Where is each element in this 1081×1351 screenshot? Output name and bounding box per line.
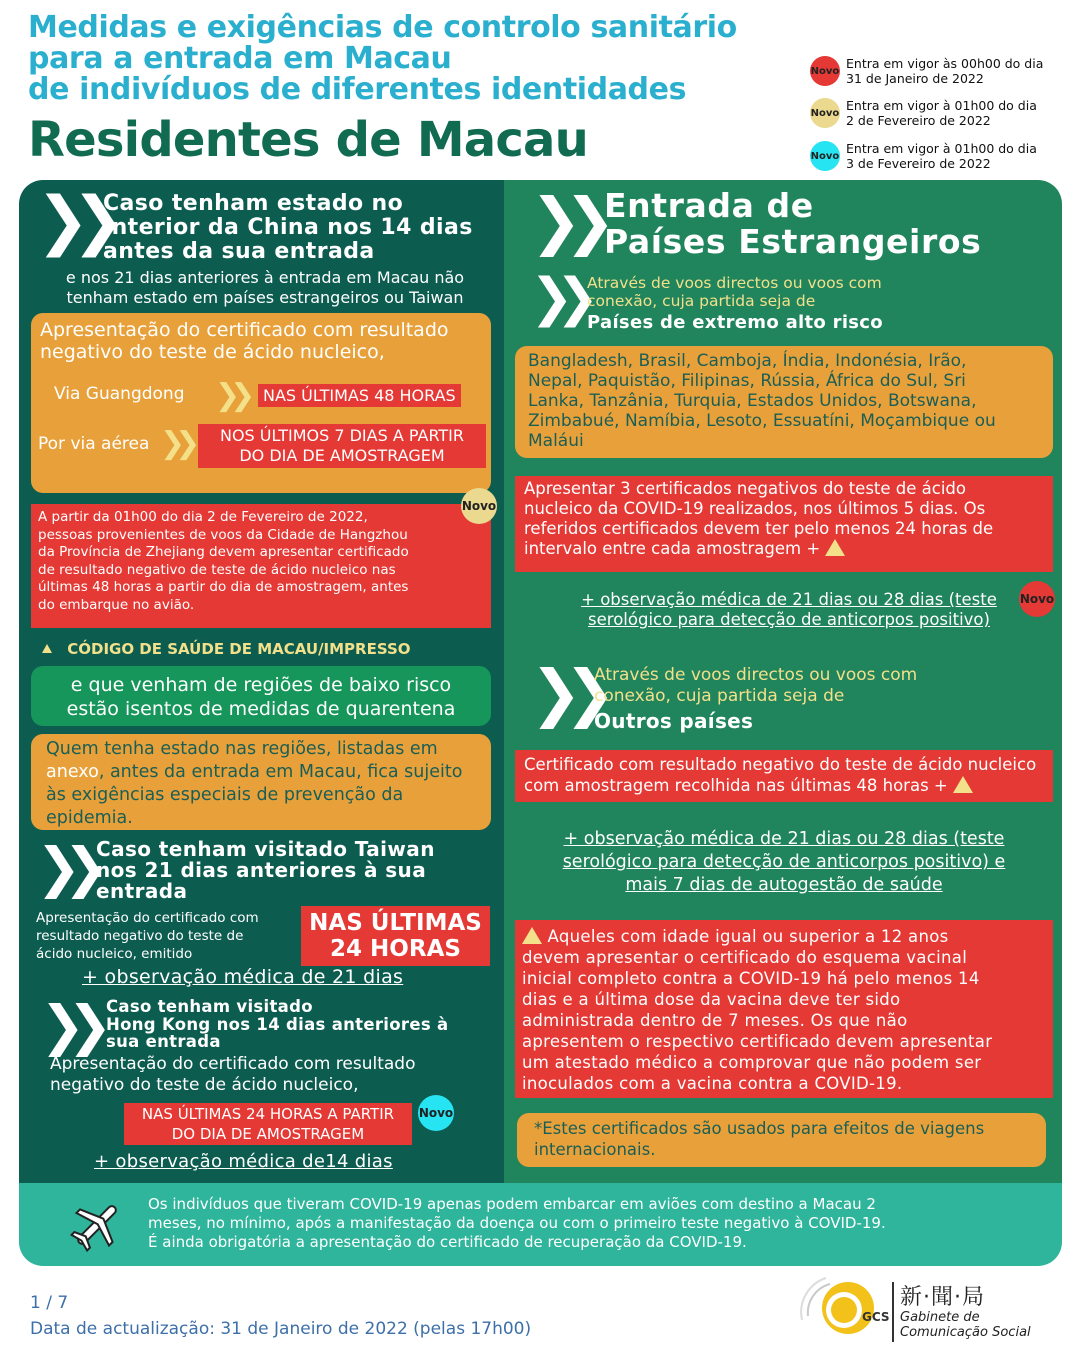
title-line: para a entrada em Macau xyxy=(28,41,452,76)
novo-badge-yellow: Novo xyxy=(810,98,840,128)
text-line xyxy=(46,761,462,784)
text-line: A partir da 01h00 do dia 2 de Fevereiro de 2022, xyxy=(38,509,368,525)
heading-line: Países Estrangeiros xyxy=(604,222,982,261)
extreme-subtext xyxy=(587,274,882,310)
text-line: mais 7 dias de autogestão de saúde xyxy=(625,875,943,895)
text-line: conexão, cuja partida seja de xyxy=(594,686,845,706)
text-line: + observação médica de 21 dias ou 28 dias (teste xyxy=(563,829,1005,849)
three-certs-text xyxy=(524,479,993,559)
title-line: de indivíduos de diferentes identidades xyxy=(28,72,687,107)
page-subtitle: Residentes de Macau xyxy=(28,112,589,168)
text-line: Os indivíduos que tiveram COVID-19 apenas podem embarcar em aviões com destino a Macau 2 xyxy=(148,1195,876,1213)
logo-chinese: 新·聞·局 xyxy=(900,1285,985,1310)
text-line: + observação médica de 21 dias ou 28 dias (teste xyxy=(581,590,997,609)
text-line: negativo do teste de ácido nucleico, xyxy=(50,1075,359,1095)
airplane-icon xyxy=(68,1196,126,1258)
text-line: e que venham de regiões de baixo risco xyxy=(70,674,452,696)
gcs-logo xyxy=(800,1276,892,1344)
hk-heading xyxy=(106,998,448,1051)
text-line: Através de voos directos ou voos com xyxy=(587,274,882,292)
text-line: inoculados com a vacina contra a COVID-19. xyxy=(522,1074,903,1093)
annex-text xyxy=(46,738,462,830)
chevron-right-icon: ❯❯ xyxy=(40,994,95,1057)
heading-line: sua entrada xyxy=(106,1032,221,1051)
text-line: tenham estado em países estrangeiros ou Taiwan xyxy=(66,288,464,307)
legend-text xyxy=(846,56,1043,86)
warning-triangle-icon xyxy=(825,539,845,556)
heading-line: nos 21 dias anteriores à sua xyxy=(96,858,427,882)
text-line: DO DIA DE AMOSTRAGEM xyxy=(239,446,445,465)
legend-text xyxy=(846,98,1037,128)
logo-divider xyxy=(892,1282,894,1342)
text-line xyxy=(524,539,993,559)
legend-line: Entra em vigor às 00h00 do dia xyxy=(846,56,1044,71)
text-line xyxy=(522,926,992,947)
text-line: últimas 48 horas a partir do dia de amostragem, antes xyxy=(38,579,409,595)
logo-abbr: GCS xyxy=(862,1310,890,1324)
aerea-tag xyxy=(198,424,486,468)
heading-line: Caso tenham visitado xyxy=(106,997,313,1016)
heading-line: Entrada de xyxy=(604,186,814,225)
legend-line: Entra em vigor à 01h00 do dia xyxy=(846,141,1037,156)
other-cert-text xyxy=(524,754,1036,796)
main-title xyxy=(28,12,737,105)
text-line: Bangladesh, Brasil, Camboja, Índia, Indonésia, Irão, xyxy=(528,351,967,371)
text-line: Certificado com resultado negativo do teste de ácido nucleico xyxy=(524,755,1037,774)
text-line xyxy=(524,775,1036,796)
covid-recovery-text xyxy=(148,1195,886,1252)
text-fragment: Aqueles com idade igual ou superior a 12 anos xyxy=(547,927,949,946)
annex-link[interactable]: anexo xyxy=(46,762,99,782)
via-aerea-label: Por via aérea xyxy=(38,434,150,454)
text-line: NOS ÚLTIMOS 7 DIAS A PARTIR xyxy=(219,426,464,445)
text-line: resultado negativo do teste de xyxy=(36,928,244,944)
heading-line: Caso tenham visitado Taiwan xyxy=(96,837,435,861)
text-line: do embarque no avião. xyxy=(38,596,195,613)
legend-line: 3 de Fevereiro de 2022 xyxy=(846,156,991,171)
warning-triangle-icon xyxy=(522,927,542,944)
legend-line: 2 de Fevereiro de 2022 xyxy=(846,113,991,128)
text-line: devem apresentar o certificado do esquema vacinal xyxy=(522,948,968,967)
chevron-right-icon: ❯❯ xyxy=(215,378,246,413)
text-line: de resultado negativo de teste de ácido nucleico nas xyxy=(38,561,396,578)
taiwan-observation: + observação médica de 21 dias xyxy=(82,966,404,988)
taiwan-tag xyxy=(301,906,490,966)
text-line: 24 HORAS xyxy=(330,936,461,962)
heading-line: Caso tenham estado no xyxy=(103,191,404,216)
china-subtext xyxy=(30,268,500,308)
footnote-text xyxy=(534,1118,984,1160)
codigo-text: CÓDIGO DE SAÚDE DE MACAU/IMPRESSO xyxy=(67,640,411,658)
other-subtext xyxy=(594,665,917,707)
text-fragment: , antes da entrada em Macau, fica sujeito xyxy=(98,762,463,782)
text-line: e nos 21 dias anteriores à entrada em Macau não xyxy=(65,268,465,287)
chevron-right-icon: ❯❯ xyxy=(36,184,108,258)
text-line: conexão, cuja partida seja de xyxy=(587,292,816,310)
novo-badge-cyan: Novo xyxy=(810,141,840,171)
warning-triangle-icon xyxy=(42,644,52,653)
text-line: meses, no mínimo, após a manifestação da doença ou com o primeiro teste negativo à COVID-19. xyxy=(148,1214,886,1232)
heading-line: entrada xyxy=(96,879,188,903)
text-line: dias e a última dose da vacina deve ter sido xyxy=(522,990,901,1009)
other-observation xyxy=(530,828,1038,897)
hk-observation: + observação médica de14 dias xyxy=(94,1151,393,1172)
guangdong-tag: NAS ÚLTIMAS 48 HORAS xyxy=(258,384,461,407)
low-risk-text xyxy=(31,673,491,721)
text-line: um atestado médico a comprovar que não podem ser xyxy=(522,1053,982,1072)
legend-line: 31 de Janeiro de 2022 xyxy=(846,71,984,86)
text-line: estão isentos de medidas de quarentena xyxy=(66,698,456,720)
hangzhou-text xyxy=(38,509,409,614)
heading-line: Hong Kong nos 14 dias anteriores à xyxy=(106,1014,449,1034)
novo-badge-yellow: Novo xyxy=(461,488,497,524)
text-line: da Província de Zhejiang devem apresentar certificado xyxy=(38,544,409,560)
legend-text xyxy=(846,141,1037,171)
extreme-observation xyxy=(560,590,1018,630)
china-heading xyxy=(103,192,473,264)
text-line: às exigências especiais de prevenção da xyxy=(46,785,404,805)
text-line: serológico para detecção de anticorpos positivo) e xyxy=(562,852,1006,872)
text-line: referidos certificados devem ter pelo menos 24 horas de xyxy=(524,519,994,538)
text-line: ácido nucleico, emitido xyxy=(36,946,193,962)
chevron-right-icon: ❯❯ xyxy=(36,836,91,899)
update-date: Data de actualização: 31 de Janeiro de 2022 (pelas 17h00) xyxy=(30,1319,532,1339)
text-line: Gabinete de xyxy=(900,1310,980,1325)
text-line: pessoas provenientes de voos da Cidade de Hangzhou xyxy=(38,526,408,543)
foreign-heading xyxy=(604,188,981,260)
text-line: internacionais. xyxy=(534,1140,656,1159)
text-line: Maláui xyxy=(528,431,584,451)
chevron-right-icon: ❯❯ xyxy=(530,268,582,328)
text-line: nucleico da COVID-19 realizados, nos últimos 5 dias. Os xyxy=(524,499,986,518)
legend-line: Entra em vigor à 01h00 do dia xyxy=(846,98,1037,113)
text-line: É ainda obrigatória a apresentação do certificado de recuperação da COVID-19. xyxy=(148,1233,747,1251)
heading-line: antes da sua entrada xyxy=(103,239,375,264)
novo-badge-cyan: Novo xyxy=(418,1095,454,1131)
vaccine-text xyxy=(522,926,992,1094)
text-line: epidemia. xyxy=(46,808,133,828)
text-line: Quem tenha estado nas regiões, listadas em xyxy=(46,739,438,759)
text-line: NAS ÚLTIMAS 24 HORAS A PARTIR xyxy=(141,1105,395,1123)
text-line: serológico para detecção de anticorpos positivo) xyxy=(588,610,990,629)
text-line: *Estes certificados são usados para efeitos de viagens xyxy=(534,1119,985,1138)
certificate-intro xyxy=(40,319,449,363)
logo-portuguese xyxy=(900,1310,1031,1340)
heading-line: Interior da China nos 14 dias xyxy=(103,215,473,240)
text-line: apresentem o respectivo certificado devem apresentar xyxy=(522,1032,993,1051)
warning-triangle-icon xyxy=(953,776,973,793)
hk-tag xyxy=(124,1103,412,1145)
extreme-title: Países de extremo alto risco xyxy=(587,312,883,333)
text-line: inicial completo contra a COVID-19 há pelo menos 14 xyxy=(522,969,980,988)
text-fragment: intervalo entre cada amostragem + xyxy=(524,539,821,558)
text-line: administrada dentro de 7 meses. Os que não xyxy=(522,1011,908,1030)
text-line: Lanka, Tanzânia, Turquia, Estados Unidos, Botswana, xyxy=(528,391,977,411)
chevron-right-icon: ❯❯ xyxy=(530,184,598,257)
text-line: Apresentação do certificado com xyxy=(36,910,259,926)
taiwan-text xyxy=(36,909,259,963)
title-line: Medidas e exigências de controlo sanitário xyxy=(28,10,737,45)
novo-badge-red: Novo xyxy=(1019,581,1055,617)
text-line: NAS ÚLTIMAS xyxy=(309,910,482,936)
text-line: Apresentação do certificado com resultado xyxy=(50,1054,416,1074)
taiwan-heading xyxy=(96,839,435,902)
via-guangdong-label: Via Guangdong xyxy=(54,384,185,404)
codigo-label xyxy=(42,640,411,658)
chevron-right-icon: ❯❯ xyxy=(160,426,191,461)
text-line: Apresentação do certificado com resultado xyxy=(40,319,449,341)
text-line: negativo do teste de ácido nucleico, xyxy=(40,341,385,363)
text-line: Comunicação Social xyxy=(900,1325,1031,1340)
novo-badge-red: Novo xyxy=(810,56,840,86)
chevron-right-icon: ❯❯ xyxy=(530,656,598,729)
text-line: DO DIA DE AMOSTRAGEM xyxy=(171,1125,365,1143)
text-line: Através de voos directos ou voos com xyxy=(594,665,918,685)
other-title: Outros países xyxy=(594,709,754,733)
text-line: Nepal, Paquistão, Filipinas, Rússia, África do Sul, Sri xyxy=(528,371,966,391)
hk-text xyxy=(50,1054,416,1096)
page-indicator: 1 / 7 xyxy=(30,1293,69,1313)
text-line: Apresentar 3 certificados negativos do teste de ácido xyxy=(524,479,966,498)
text-line: Zimbabué, Namíbia, Lesoto, Essuatíni, Moçambique ou xyxy=(528,411,996,431)
text-fragment: com amostragem recolhida nas últimas 48 horas + xyxy=(524,776,948,795)
countries-text xyxy=(528,351,996,451)
